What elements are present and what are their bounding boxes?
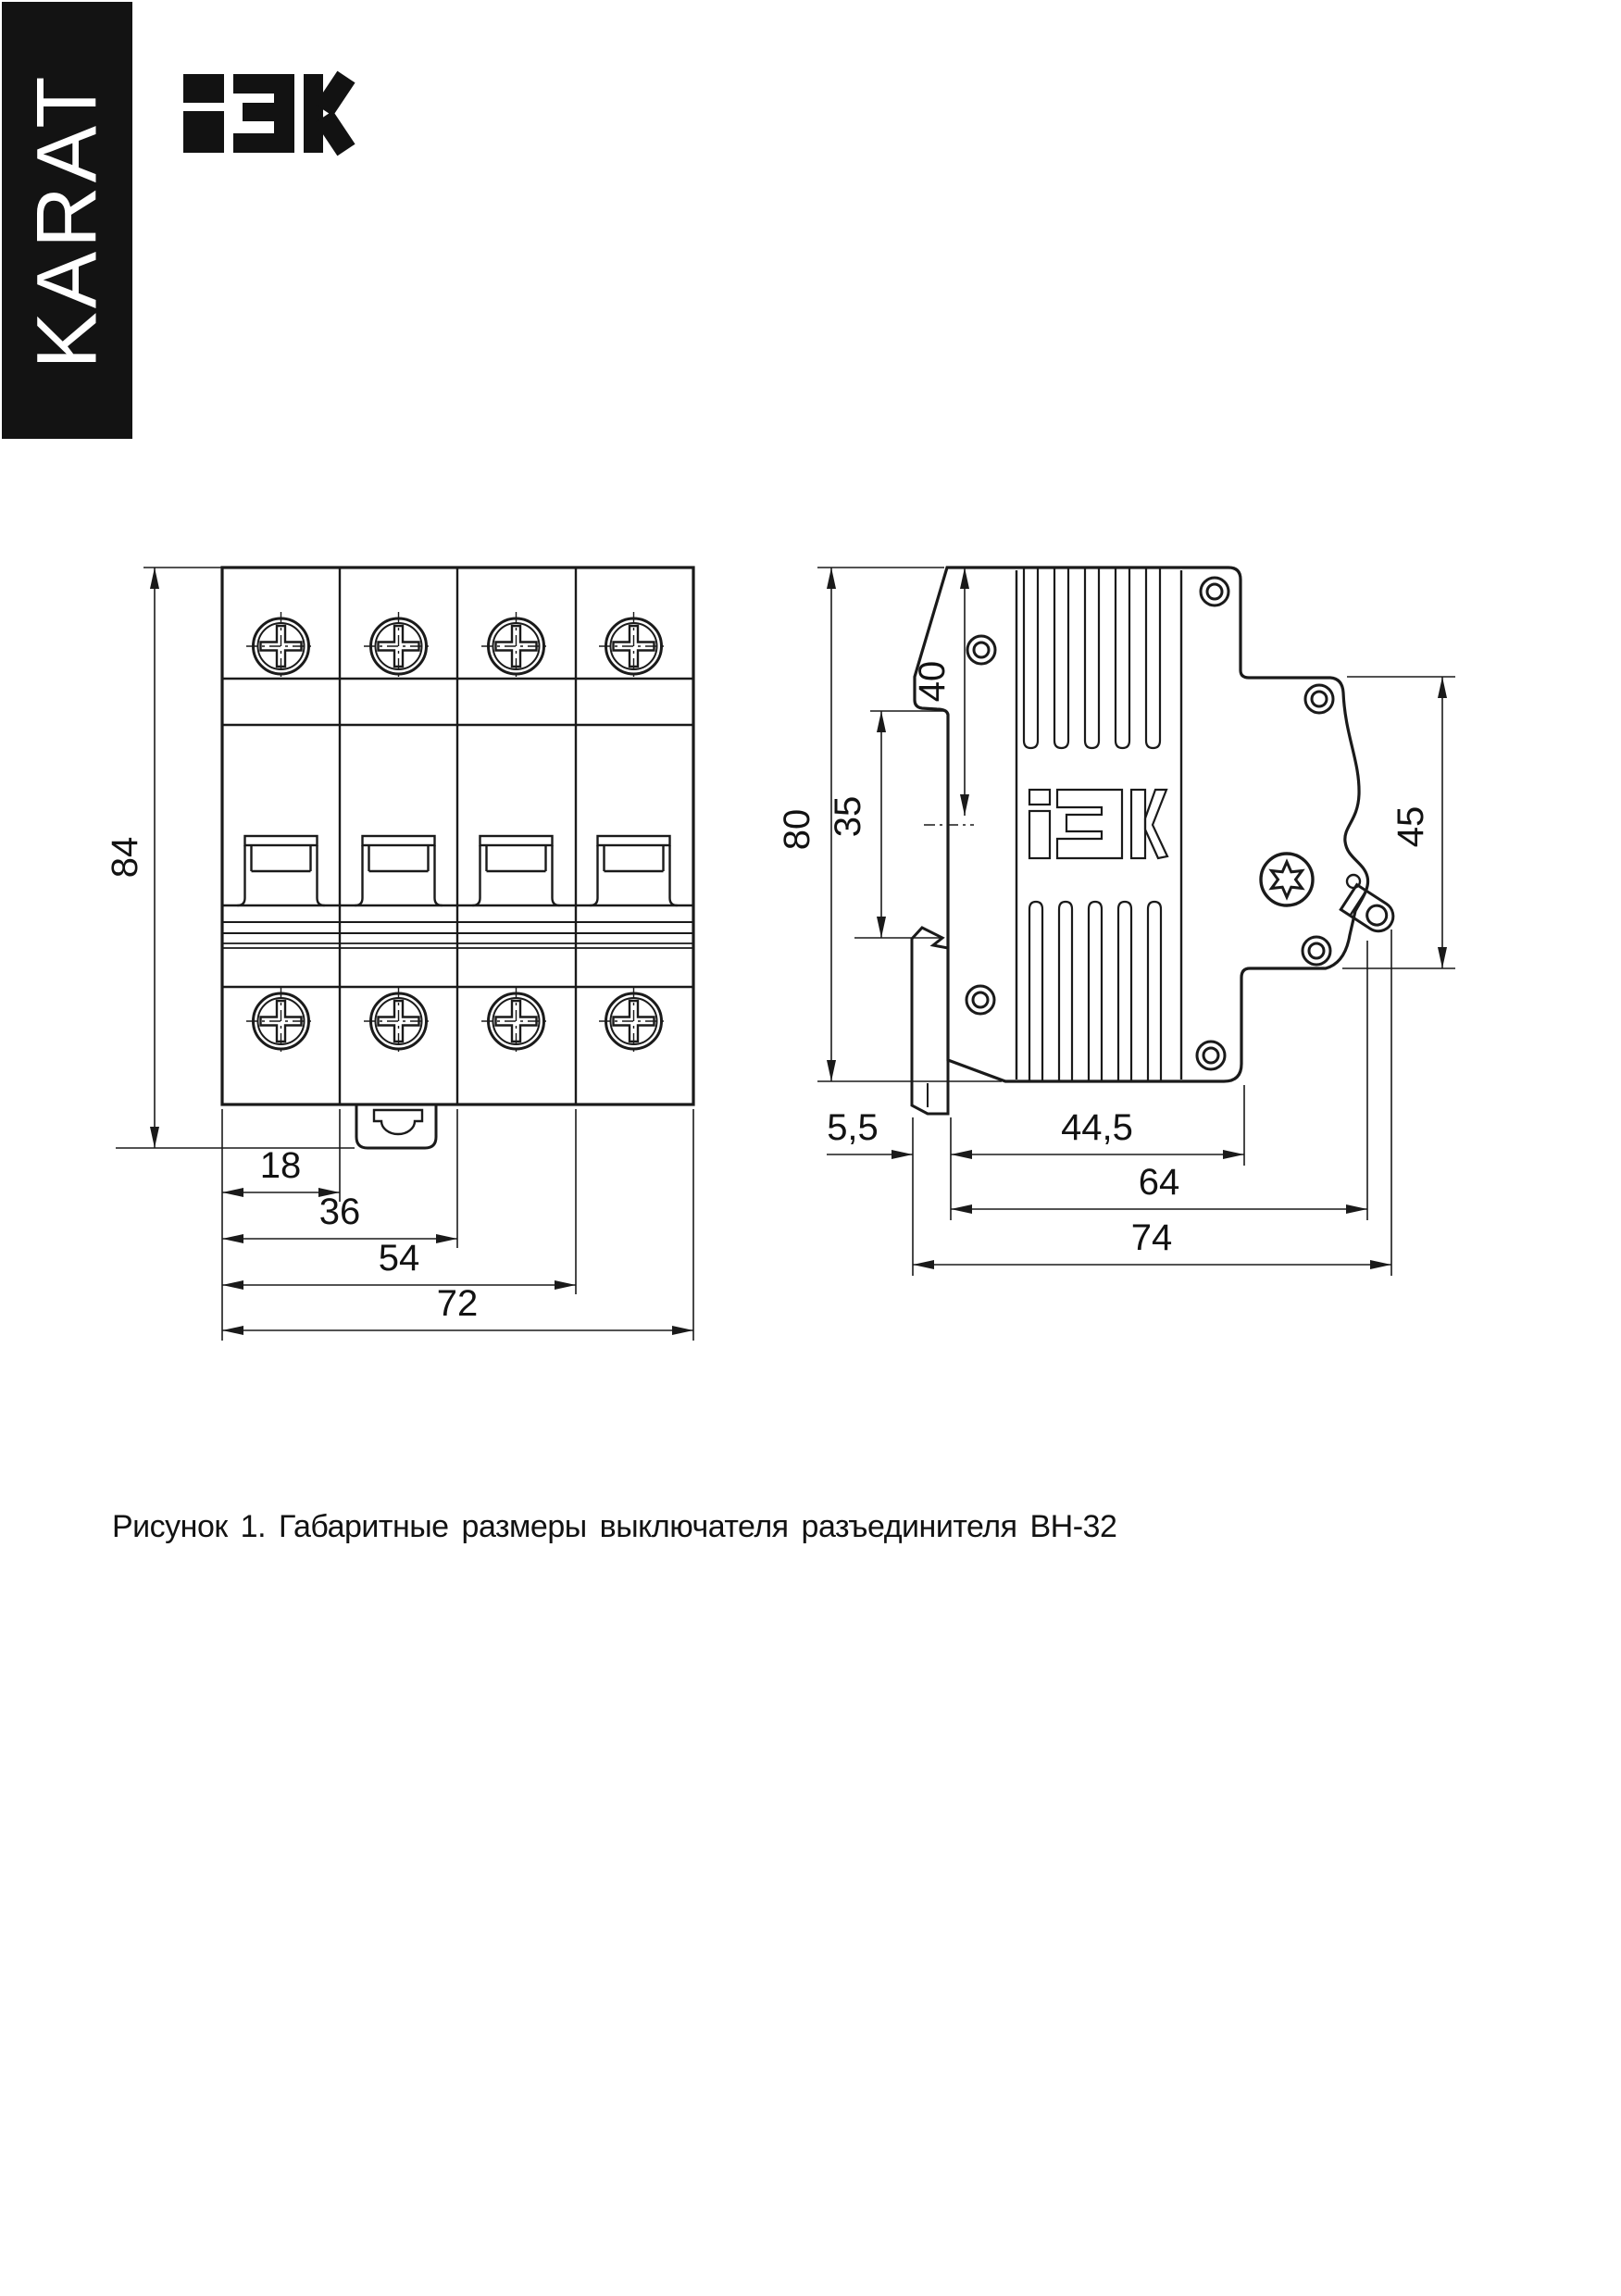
phillips-screw-icon — [481, 612, 551, 680]
iek-logo-letter-i — [183, 74, 224, 153]
phillips-screw-icon — [364, 987, 433, 1055]
toggle-handle — [355, 836, 443, 905]
phillips-screw-icon — [246, 987, 316, 1055]
rivet-icon — [1197, 1042, 1225, 1069]
figure-caption: Рисунок 1. Габаритные размеры выключателя разъединителя ВН-32 — [112, 1509, 1117, 1544]
dim-label-36: 36 — [318, 1192, 361, 1232]
phillips-screw-icon — [364, 612, 433, 680]
karat-banner-label: KARAT — [19, 72, 114, 368]
iek-logo-letter-e — [233, 74, 294, 153]
dim-label-18: 18 — [259, 1145, 302, 1186]
rivet-icon — [1305, 685, 1333, 713]
iek-logo-side — [1029, 790, 1167, 858]
phillips-screw-icon — [481, 987, 551, 1055]
dim-label-5-5: 5,5 — [827, 1107, 879, 1148]
dim-label-64: 64 — [1138, 1162, 1180, 1203]
dim-label-74: 74 — [1130, 1217, 1173, 1258]
side-view — [777, 568, 1455, 1276]
rivets — [966, 578, 1333, 1069]
dim-label-72: 72 — [436, 1283, 479, 1324]
dim-front-widths — [222, 1109, 693, 1341]
rivet-icon — [967, 636, 995, 664]
toggle-handle — [591, 836, 678, 905]
dim-label-35: 35 — [828, 795, 868, 838]
dim-label-44-5: 44,5 — [1061, 1107, 1133, 1148]
rib-panel — [1016, 568, 1181, 1080]
side-body-outline — [915, 568, 1368, 1081]
rivet-icon — [1201, 578, 1228, 605]
dim-front-section-height — [1342, 677, 1455, 968]
iek-logo-letter-k — [304, 74, 346, 153]
toggle-handle — [473, 836, 560, 905]
dim-top-to-din — [912, 568, 974, 825]
rivet-icon — [966, 986, 994, 1014]
din-clip-side — [912, 928, 948, 1114]
torx-screw-icon — [1261, 854, 1313, 905]
phillips-screw-icon — [599, 987, 668, 1055]
dim-label-84: 84 — [105, 836, 145, 879]
dim-label-80: 80 — [777, 808, 817, 851]
dim-label-54: 54 — [378, 1238, 420, 1279]
phillips-screw-icon — [246, 612, 316, 680]
rivet-icon — [1303, 937, 1330, 965]
toggle-handle — [238, 836, 325, 905]
dim-label-40: 40 — [912, 660, 953, 703]
din-clip-front — [356, 1104, 436, 1148]
dim-label-45: 45 — [1390, 805, 1431, 848]
iek-logo-header — [183, 74, 346, 153]
phillips-screw-icon — [599, 612, 668, 680]
din-latch-tab — [1340, 885, 1399, 937]
front-view — [105, 568, 693, 1341]
